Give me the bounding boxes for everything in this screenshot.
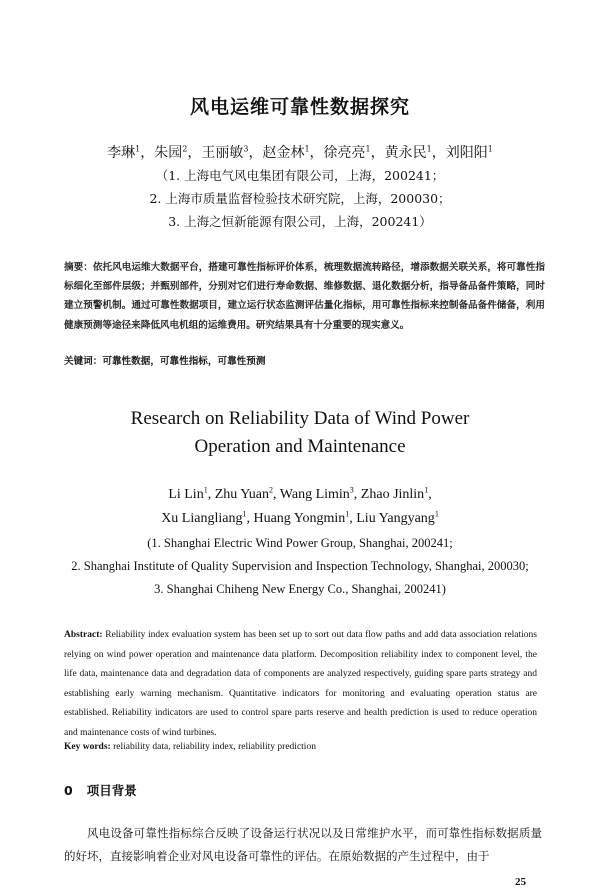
author-separator: , <box>353 487 361 502</box>
chinese-keywords-text: 可靠性数据，可靠性指标，可靠性预测 <box>102 356 266 367</box>
author-affiliation-mark: 1 <box>203 485 208 495</box>
english-authors-line-2 <box>0 511 600 527</box>
author-separator: ， <box>187 145 202 161</box>
english-authors-line-1 <box>0 487 600 503</box>
author-affiliation-mark: 2 <box>182 144 188 154</box>
section-title: 项目背景 <box>86 783 137 798</box>
chinese-title: 风电运维可靠性数据探究 <box>189 96 410 118</box>
author-affiliation-mark: 1 <box>487 144 493 154</box>
english-abstract-label: Abstract: <box>64 630 103 640</box>
author-affiliation-mark: 1 <box>345 509 350 519</box>
english-keywords-text: reliability data, reliability index, reliability prediction <box>113 742 316 752</box>
chinese-author <box>201 145 262 161</box>
author-name: 李琳 <box>107 145 136 161</box>
chinese-author <box>324 145 385 161</box>
english-affiliation-1: (1. Shanghai Electric Wind Power Group, Shanghai, 200241; <box>147 536 453 550</box>
page-number: 25 <box>515 876 526 888</box>
author-name: 刘阳阳 <box>445 145 488 161</box>
chinese-affiliation-3: 3. 上海之恒新能源有限公司，上海，200241） <box>168 214 432 229</box>
author-name: Zhao Jinlin <box>360 487 425 502</box>
english-author <box>168 487 214 502</box>
author-name: 黄永民 <box>384 145 427 161</box>
english-author <box>280 487 361 502</box>
chinese-abstract-label: 摘要： <box>64 262 93 273</box>
author-name: 赵金林 <box>262 145 305 161</box>
english-keywords <box>64 742 316 752</box>
chinese-abstract <box>64 258 545 335</box>
author-affiliation-mark: 1 <box>304 144 310 154</box>
english-abstract-text: Reliability index evaluation system has been set up to sort out data flow paths and add data association relations relying on wind power operation and maintenance data platform. Decomposition reliability index to component level, the life data, maintenance data and degradation data of components are analyzed respectively, guiding spare parts strategy and establishing early warning mechanism. Quantitative indicators for monitoring and evaluating operation status are established. Reliability indicators are used to control spare parts reserve and health prediction is used to reduce operation and maintenance costs of wind turbines. <box>64 630 538 738</box>
author-name: 徐亮亮 <box>323 145 366 161</box>
english-keywords-label: Key words: <box>64 742 111 752</box>
author-name: Wang Limin <box>279 487 350 502</box>
body-paragraph: 风电设备可靠性指标综合反映了设备运行状况以及日常维护水平，而可靠性指标数据质量的好坏，直接影响着企业对风电设备可靠性的评估。在原始数据的产生过程中，由于 <box>64 826 542 863</box>
author-affiliation-mark: 1 <box>135 144 141 154</box>
section-heading <box>64 781 137 799</box>
chinese-affiliation-2: 2. 上海市质量监督检验技术研究院，上海，200030； <box>149 191 451 206</box>
chinese-affiliation-1: （1. 上海电气风电集团有限公司，上海，200241； <box>155 168 445 183</box>
author-separator: ， <box>140 145 155 161</box>
author-separator: , <box>246 511 254 526</box>
author-name: Li Lin <box>168 487 204 502</box>
author-name: 朱园 <box>154 145 183 161</box>
author-affiliation-mark: 1 <box>434 509 439 519</box>
author-separator: ， <box>431 145 446 161</box>
english-author <box>356 511 439 526</box>
chinese-abstract-text: 依托风电运维大数据平台，搭建可靠性指标评价体系，梳理数据流转路径，增添数据关联关系，将可靠性指标细化至部件层级；并甄别部件，分别对它们进行寿命数据、维修数据、退化数据分析，指导备品备件策略，同时建立预警机制。通过可靠性数据项目，建立运行状态监测评估量化指标，用可靠性指标来控制备品备件储备，利用健康预测等途径来降低风电机组的运维费用。研究结果具有十分重要的现实意义。 <box>64 262 546 331</box>
author-name: Huang Yongmin <box>253 511 346 526</box>
chinese-author <box>262 145 323 161</box>
chinese-author <box>385 145 446 161</box>
author-separator: ， <box>370 145 385 161</box>
author-affiliation-mark: 3 <box>243 144 249 154</box>
author-separator: , <box>273 487 280 502</box>
section-number: 0 <box>64 783 73 798</box>
author-affiliation-mark: 1 <box>424 485 429 495</box>
chinese-author <box>446 145 493 161</box>
chinese-author <box>107 145 154 161</box>
author-separator: , <box>428 487 432 502</box>
author-name: Xu Liangliang <box>161 511 243 526</box>
chinese-keywords-label: 关键词： <box>64 356 103 367</box>
english-affiliation-2: 2. Shanghai Institute of Quality Supervision and Inspection Technology, Shanghai, 200030; <box>71 559 529 573</box>
author-name: Liu Yangyang <box>356 511 435 526</box>
author-separator: ， <box>309 145 324 161</box>
author-separator: , <box>207 487 215 502</box>
english-author <box>361 487 432 502</box>
english-abstract <box>64 626 537 743</box>
english-affiliation-3: 3. Shanghai Chiheng New Energy Co., Shanghai, 200241) <box>154 582 446 596</box>
english-title-line-1: Research on Reliability Data of Wind Power <box>130 408 470 429</box>
chinese-authors <box>0 142 600 162</box>
english-author <box>215 487 280 502</box>
author-affiliation-mark: 1 <box>426 144 432 154</box>
author-name: 王丽敏 <box>201 145 244 161</box>
chinese-keywords <box>64 353 265 367</box>
author-separator: ， <box>248 145 263 161</box>
english-author <box>253 511 356 526</box>
english-author <box>161 511 253 526</box>
author-affiliation-mark: 1 <box>365 144 371 154</box>
english-title-line-2: Operation and Maintenance <box>194 436 406 457</box>
author-affiliation-mark: 3 <box>349 485 354 495</box>
author-separator: , <box>349 511 357 526</box>
author-affiliation-mark: 1 <box>242 509 247 519</box>
chinese-author <box>154 145 201 161</box>
author-name: Zhu Yuan <box>214 487 270 502</box>
author-affiliation-mark: 2 <box>269 485 274 495</box>
